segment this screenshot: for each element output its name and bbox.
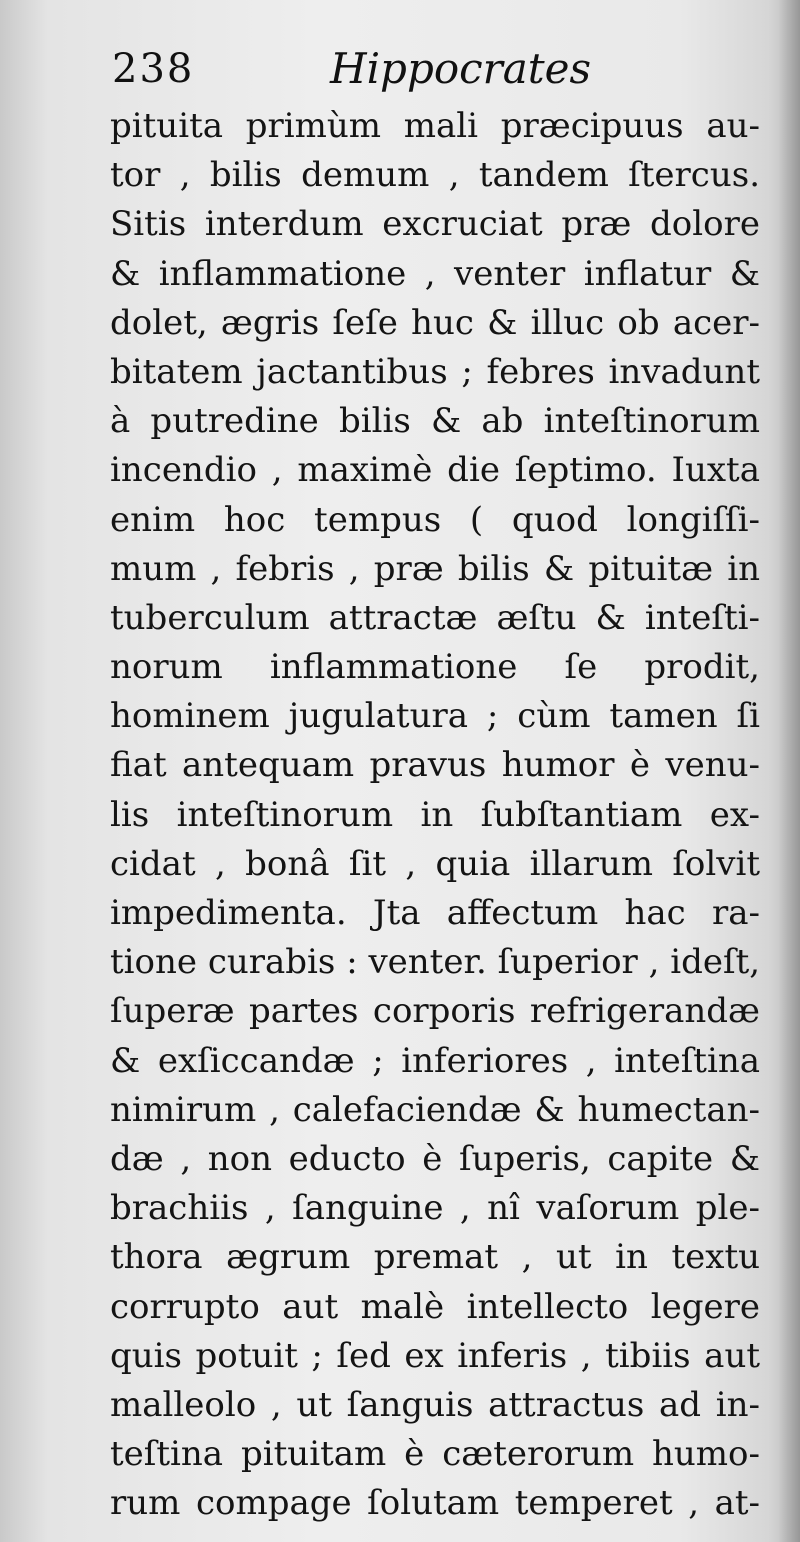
- text-line: lis inteſtinorum in ſubſtantiam ex-: [110, 794, 760, 835]
- text-line: rum compage ſolutam temperet , at-: [110, 1483, 760, 1524]
- text-line: mum , febris , præ bilis & pituitæ in: [110, 548, 760, 589]
- text-line: enim hoc tempus ( quod longiſſi-: [110, 499, 760, 540]
- text-line: hominem jugulatura ; cùm tamen ſi: [110, 696, 760, 737]
- text-line: à putredine bilis & ab inteſtinorum: [110, 401, 760, 442]
- text-line: & exſiccandæ ; inferiores , inteſtina: [110, 1040, 760, 1081]
- text-line: cidat , bonâ ſit , quia illarum ſolvit: [110, 843, 760, 884]
- text-line: & inflammatione , venter inflatur &: [110, 253, 760, 294]
- text-line: malleolo , ut ſanguis attractus ad in-: [110, 1384, 760, 1425]
- text-line: nimirum , calefaciendæ & humectan-: [110, 1089, 760, 1130]
- text-line: tuberculum attractæ æſtu & inteſti-: [110, 597, 760, 638]
- text-line: tione curabis : venter. ſuperior , ideſt,: [110, 942, 761, 983]
- text-line: corrupto aut malè intellecto legere: [110, 1286, 760, 1327]
- text-line: quis potuit ; ſed ex inferis , tibiis aut: [110, 1335, 760, 1376]
- body-text: [110, 102, 760, 1528]
- text-line: dæ , non educto è ſuperis, capite &: [110, 1138, 760, 1179]
- text-line: incendio , maximè die ſeptimo. Iuxta: [110, 450, 760, 491]
- text-line: teſtina pituitam è cæterorum humo-: [110, 1434, 760, 1475]
- page-gutter-shadow: [778, 0, 800, 1542]
- text-line: ſuperæ partes corporis refrigerandæ: [110, 991, 760, 1032]
- text-line: tor , bilis demum , tandem ſtercus.: [110, 155, 760, 196]
- running-title: Hippocrates: [330, 44, 592, 93]
- text-line: norum inflammatione ſe prodit,: [110, 647, 760, 688]
- text-line: brachiis , ſanguine , nî vaſorum ple-: [110, 1188, 760, 1229]
- text-line: Sitis interdum excruciat præ dolore: [110, 204, 760, 245]
- page-number: 238: [112, 46, 195, 92]
- page-header: [112, 44, 752, 104]
- text-line: thora ægrum premat , ut in textu: [110, 1237, 760, 1278]
- text-line: dolet, ægris ſeſe huc & illuc ob acer-: [110, 302, 760, 343]
- text-line: impedimenta. Jta affectum hac ra-: [110, 893, 760, 933]
- text-line: bitatem jactantibus ; febres invadunt: [110, 351, 760, 392]
- text-line: fiat antequam pravus humor è venu-: [110, 745, 760, 786]
- text-line: pituita primùm mali præcipuus au-: [110, 106, 760, 146]
